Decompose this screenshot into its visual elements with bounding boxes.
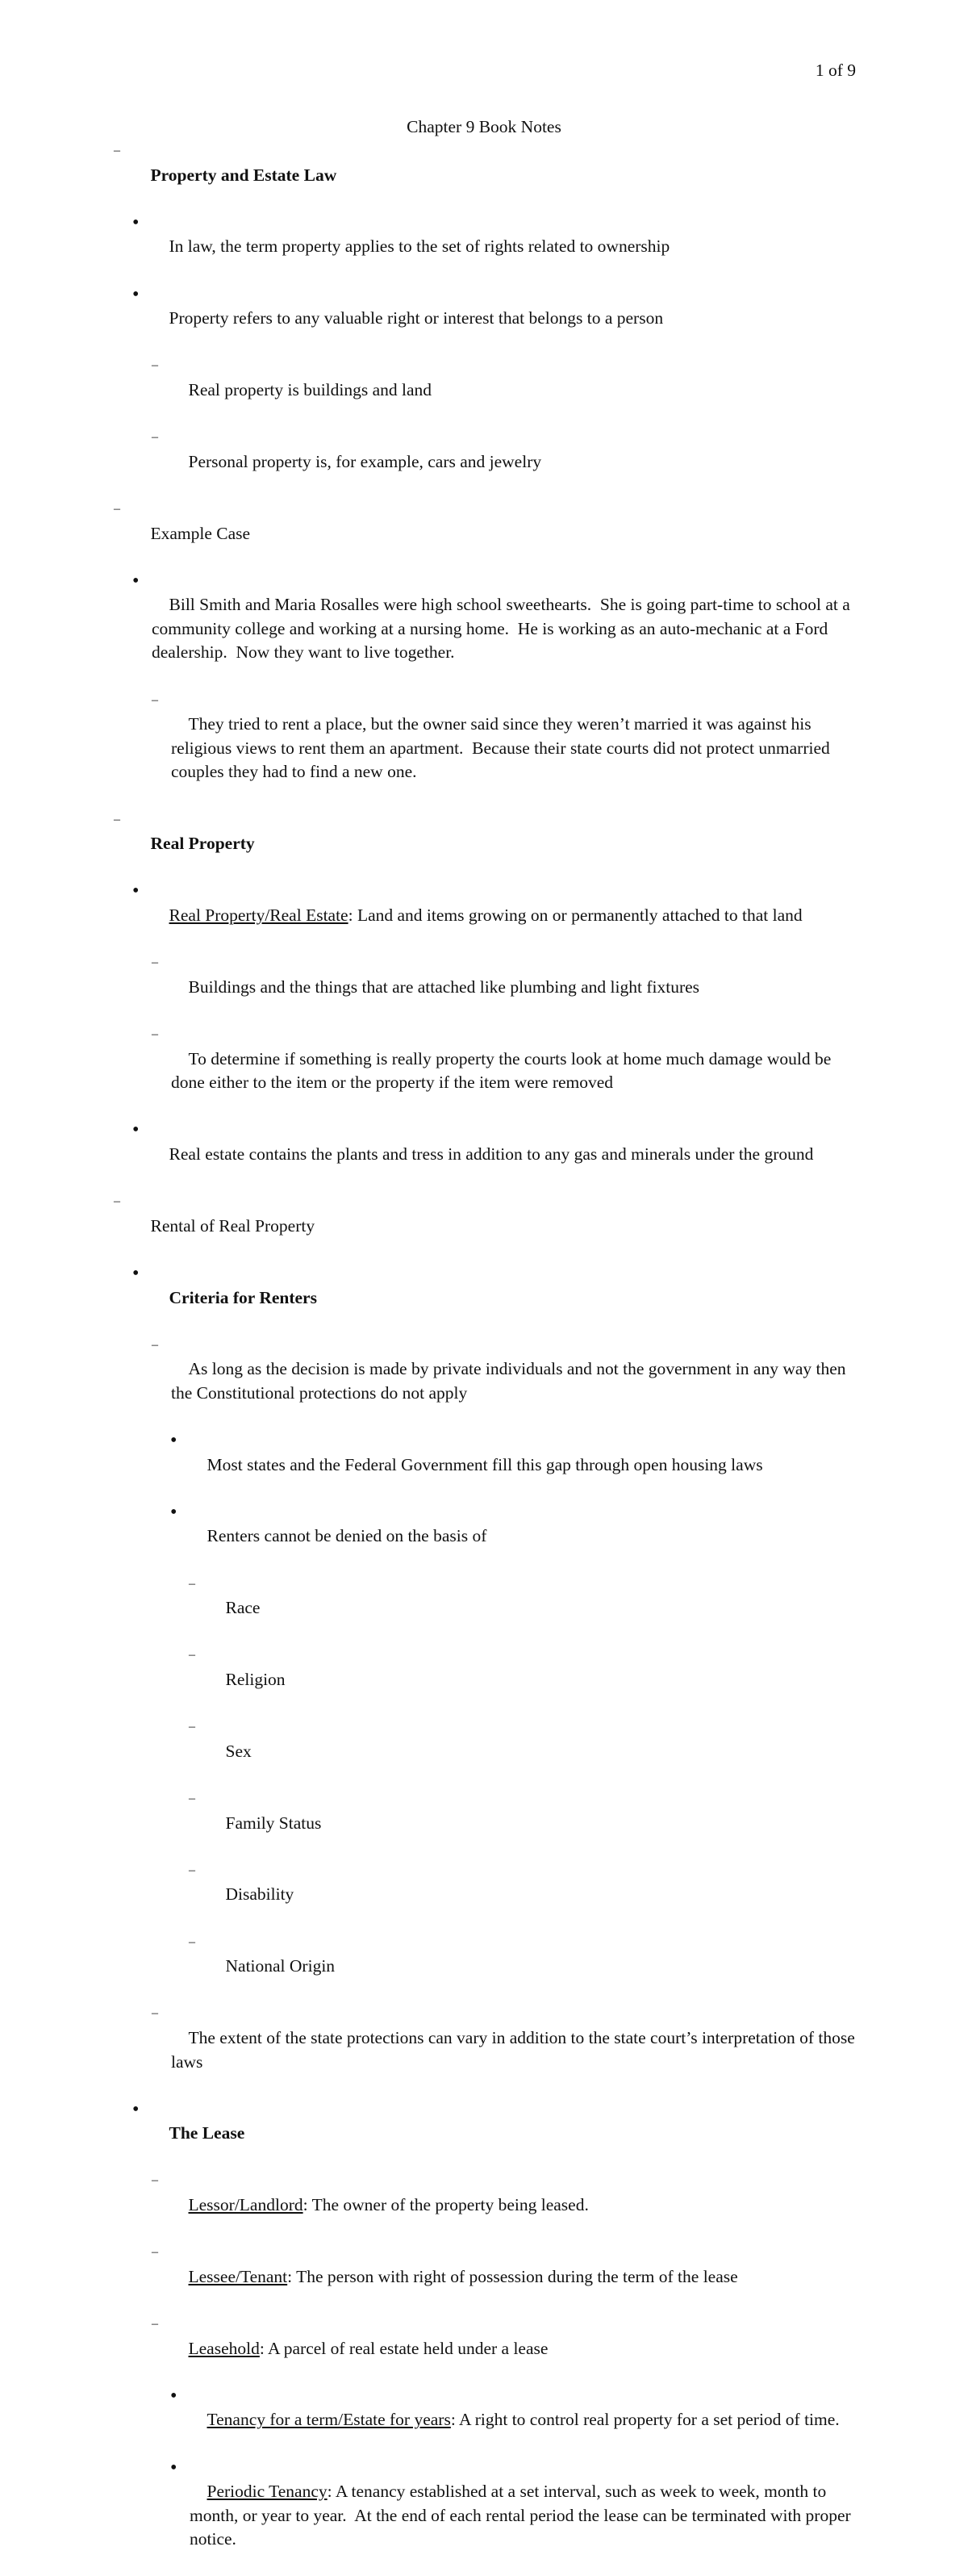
list-item: [113, 1573, 859, 1645]
section-heading: Real Property: [150, 834, 255, 854]
dash-marker: [189, 1788, 195, 1813]
list-item: [113, 2241, 859, 2313]
bullet-marker: [170, 1501, 177, 1525]
notes-outline: [113, 140, 859, 2576]
list-item-text: Disability: [225, 1884, 294, 1905]
bullet-marker: [132, 880, 139, 904]
list-item: [113, 951, 859, 1023]
list-item-text: The extent of the state protections can vary in addition to the state court’s interpretation of those laws: [171, 2027, 860, 2072]
defined-term: Real Property/Real Estate: [169, 905, 348, 925]
dash-marker: [152, 2169, 158, 2195]
bullet-marker: [170, 2457, 177, 2481]
dash-marker: [152, 1023, 158, 1049]
list-item: [113, 1644, 859, 1716]
dash-marker: [114, 809, 120, 834]
subsection-lease: [113, 2098, 859, 2170]
bullet-marker: [132, 211, 139, 236]
list-item: [113, 2002, 859, 2097]
section-heading: Property and Estate Law: [150, 165, 337, 185]
dash-marker: [189, 1644, 195, 1670]
section-property-estate-law: [113, 140, 859, 211]
list-item: [113, 1788, 859, 1859]
dash-marker: [114, 140, 120, 165]
list-item-text: Real estate contains the plants and tress in addition to any gas and minerals under the ground: [169, 1144, 814, 1164]
page-title: Chapter 9 Book Notes: [407, 117, 561, 136]
list-item: [113, 2313, 859, 2385]
dash-marker: [152, 2313, 158, 2339]
list-item-text: To determine if something is really property the courts look at home much damage would be done either to the item or the property if the item were removed: [171, 1048, 836, 1093]
list-item-text: Buildings and the things that are attached like plumbing and light fixtures: [188, 976, 700, 997]
dash-marker: [189, 1573, 195, 1599]
list-item: [113, 1501, 859, 1573]
defined-term: Leasehold: [188, 2338, 260, 2358]
list-item-text: Most states and the Federal Government fill this gap through open housing laws: [207, 1454, 763, 1474]
dash-marker: [189, 1931, 195, 1957]
list-item-text: Family Status: [225, 1813, 322, 1833]
dash-marker: [114, 1190, 120, 1216]
dash-marker: [189, 1716, 195, 1742]
list-item-text: National Origin: [225, 1956, 336, 1976]
list-item: [113, 689, 859, 809]
dash-marker: [152, 2241, 158, 2267]
list-item: [113, 1429, 859, 1501]
list-item: [113, 1716, 859, 1788]
list-item: [113, 1334, 859, 1429]
list-item-text: Sex: [225, 1741, 252, 1761]
bullet-marker: [132, 570, 139, 594]
definition-text: : The owner of the property being leased.: [302, 2195, 589, 2215]
list-item: [113, 2385, 859, 2457]
list-item: [113, 211, 859, 283]
definition-text: : A tenancy established at a set interval, such as week to week, month to month, or year to year. At the end of each rental period the lease can be terminated with proper notice.: [190, 2482, 856, 2549]
list-item-text: Property refers to any valuable right or interest that belongs to a person: [169, 308, 664, 328]
list-item-text: In law, the term property applies to the set of rights related to ownership: [169, 236, 670, 257]
definition-text: : A right to control real property for a set period of time.: [450, 2410, 840, 2430]
list-item: [113, 1931, 859, 2003]
page-number: 1 of 9: [815, 61, 856, 80]
definition-text: : A parcel of real estate held under a lease: [259, 2338, 549, 2358]
dash-marker: [152, 951, 158, 977]
list-item: [113, 283, 859, 355]
subsection-heading: Criteria for Renters: [169, 1287, 317, 1307]
section-heading: Rental of Real Property: [150, 1215, 315, 1236]
defined-term: Lessor/Landlord: [188, 2195, 303, 2215]
defined-term: Lessee/Tenant: [188, 2266, 288, 2286]
bullet-marker: [132, 283, 139, 307]
dash-marker: [152, 2002, 158, 2028]
list-item: [113, 570, 859, 689]
subsection-criteria: [113, 1262, 859, 1334]
bullet-marker: [170, 1429, 177, 1453]
list-item: [113, 426, 859, 498]
definition-text: : The person with right of possession during the term of the lease: [287, 2266, 738, 2286]
list-item: [113, 880, 859, 951]
dash-marker: [114, 498, 120, 524]
list-item: [113, 1859, 859, 1931]
list-item-text: Religion: [225, 1670, 286, 1689]
list-item: [113, 2457, 859, 2576]
bullet-marker: [170, 2385, 177, 2409]
list-item-text: As long as the decision is made by private individuals and not the government in any way then the Constitutional protections do not apply: [171, 1359, 850, 1403]
subsection-heading: The Lease: [169, 2123, 245, 2143]
bullet-marker: [132, 1119, 139, 1143]
defined-term: Tenancy for a term/Estate for years: [207, 2410, 451, 2430]
dash-marker: [152, 426, 158, 452]
list-item: [113, 1119, 859, 1190]
list-item-text: Real property is buildings and land: [188, 379, 432, 399]
bullet-marker: [132, 1262, 139, 1286]
list-item: [113, 2169, 859, 2241]
dash-marker: [189, 1859, 195, 1885]
list-item-text: Bill Smith and Maria Rosalles were high school sweethearts. She is going part-time to school at a community college and working at a nursing home. He is working as an auto-mechanic at a Ford dealership. Now they want to live together.: [152, 595, 855, 663]
defined-term: Periodic Tenancy: [207, 2482, 328, 2502]
list-item-text: Renters cannot be denied on the basis of: [207, 1526, 487, 1546]
list-item: [113, 354, 859, 426]
dash-marker: [152, 1334, 158, 1360]
list-item-text: Personal property is, for example, cars and jewelry: [188, 451, 542, 471]
list-item: [113, 1023, 859, 1119]
section-real-property: [113, 809, 859, 880]
definition-text: : Land and items growing on or permanently attached to that land: [348, 905, 803, 925]
section-example-case: [113, 498, 859, 570]
list-item-text: Race: [225, 1598, 261, 1618]
dash-marker: [152, 689, 158, 715]
bullet-marker: [132, 2098, 139, 2122]
section-heading: Example Case: [150, 523, 251, 543]
section-rental: [113, 1190, 859, 1262]
list-item-text: They tried to rent a place, but the owner said since they weren’t married it was against his religious views to rent them an apartment. Because their state courts did not protect unmarried couples they had to find a new one.: [171, 714, 835, 782]
dash-marker: [152, 354, 158, 380]
